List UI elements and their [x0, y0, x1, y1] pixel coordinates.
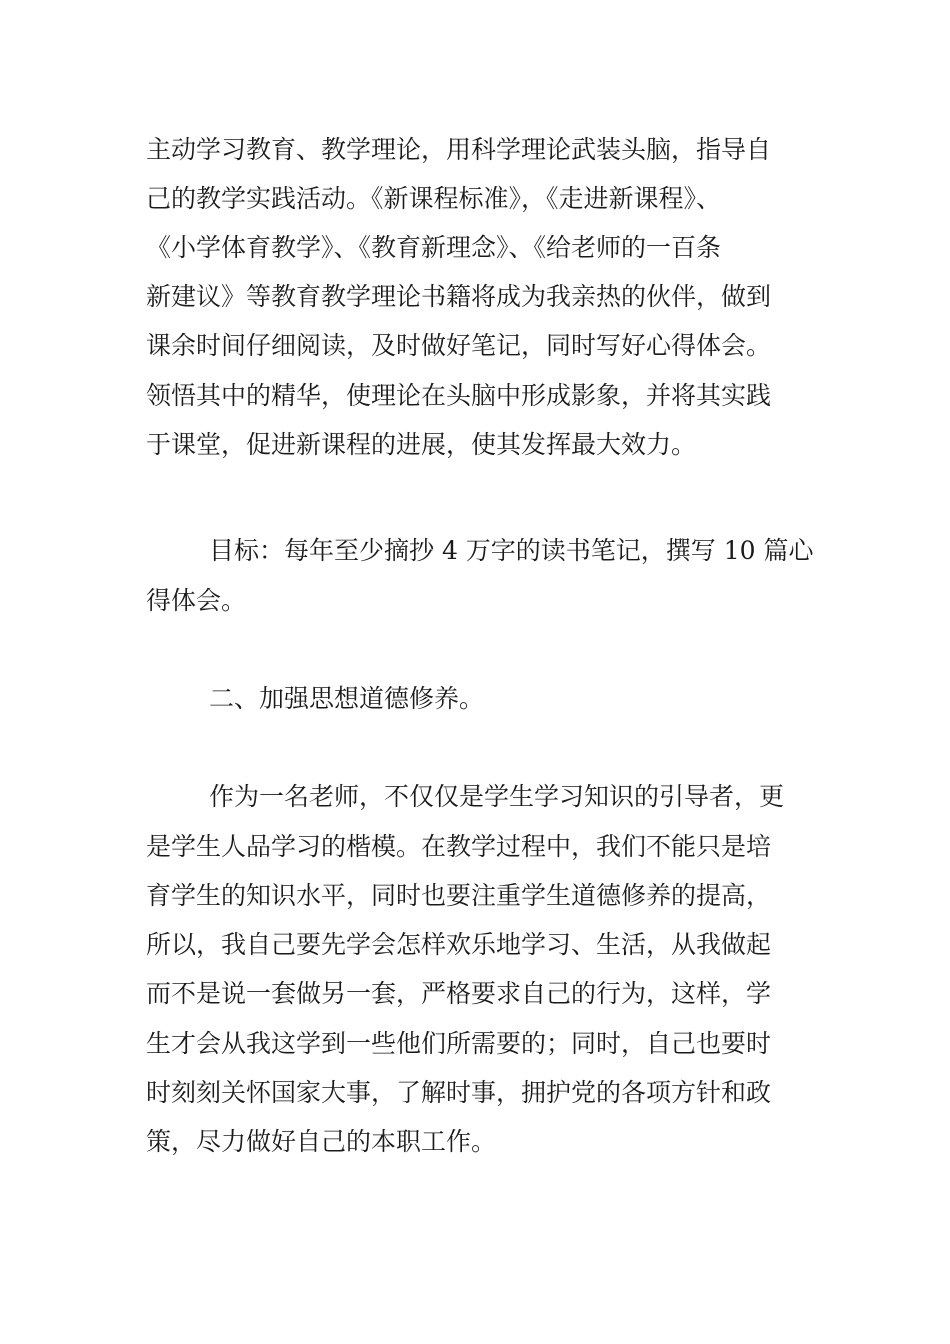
text-line: 己的教学实践活动。《新课程标准》，《走进新课程》、 — [146, 184, 722, 213]
text-line: 策，尽力做好自己的本职工作。 — [146, 1127, 497, 1156]
text-line: 育学生的知识水平，同时也要注重学生道德修养的提高， — [146, 881, 772, 910]
text-line: 新建议》等教育教学理论书籍将成为我亲热的伙伴，做到 — [146, 282, 772, 311]
text-line: 目标：每年至少摘抄 4 万字的读书笔记，撰写 10 篇心 — [209, 536, 814, 565]
text-line: 《小学体育教学》、《教育新理念》、《给老师的一百条 — [146, 233, 722, 262]
text-line: 得体会。 — [146, 586, 247, 615]
text-line: 领悟其中的精华，使理论在头脑中形成影象，并将其实践 — [146, 381, 772, 410]
text-line: 于课堂，促进新课程的进展，使其发挥最大效力。 — [146, 430, 697, 459]
text-line: 所以，我自己要先学会怎样欢乐地学习、生活，从我做起 — [146, 930, 772, 959]
text-line: 而不是说一套做另一套，严格要求自己的行为，这样，学 — [146, 979, 772, 1008]
text-line: 课余时间仔细阅读，及时做好笔记，同时写好心得体会。 — [146, 331, 772, 360]
section-heading: 二、加强思想道德修养。 — [209, 684, 485, 713]
text-line: 时刻刻关怀国家大事，了解时事，拥护党的各项方针和政 — [146, 1078, 772, 1107]
text-line: 主动学习教育、教学理论，用科学理论武装头脑，指导自 — [146, 135, 772, 164]
text-line: 作为一名老师，不仅仅是学生学习知识的引导者，更 — [209, 782, 785, 811]
text-line: 是学生人品学习的楷模。在教学过程中，我们不能只是培 — [146, 832, 772, 861]
text-line: 生才会从我这学到一些他们所需要的；同时，自己也要时 — [146, 1029, 772, 1058]
